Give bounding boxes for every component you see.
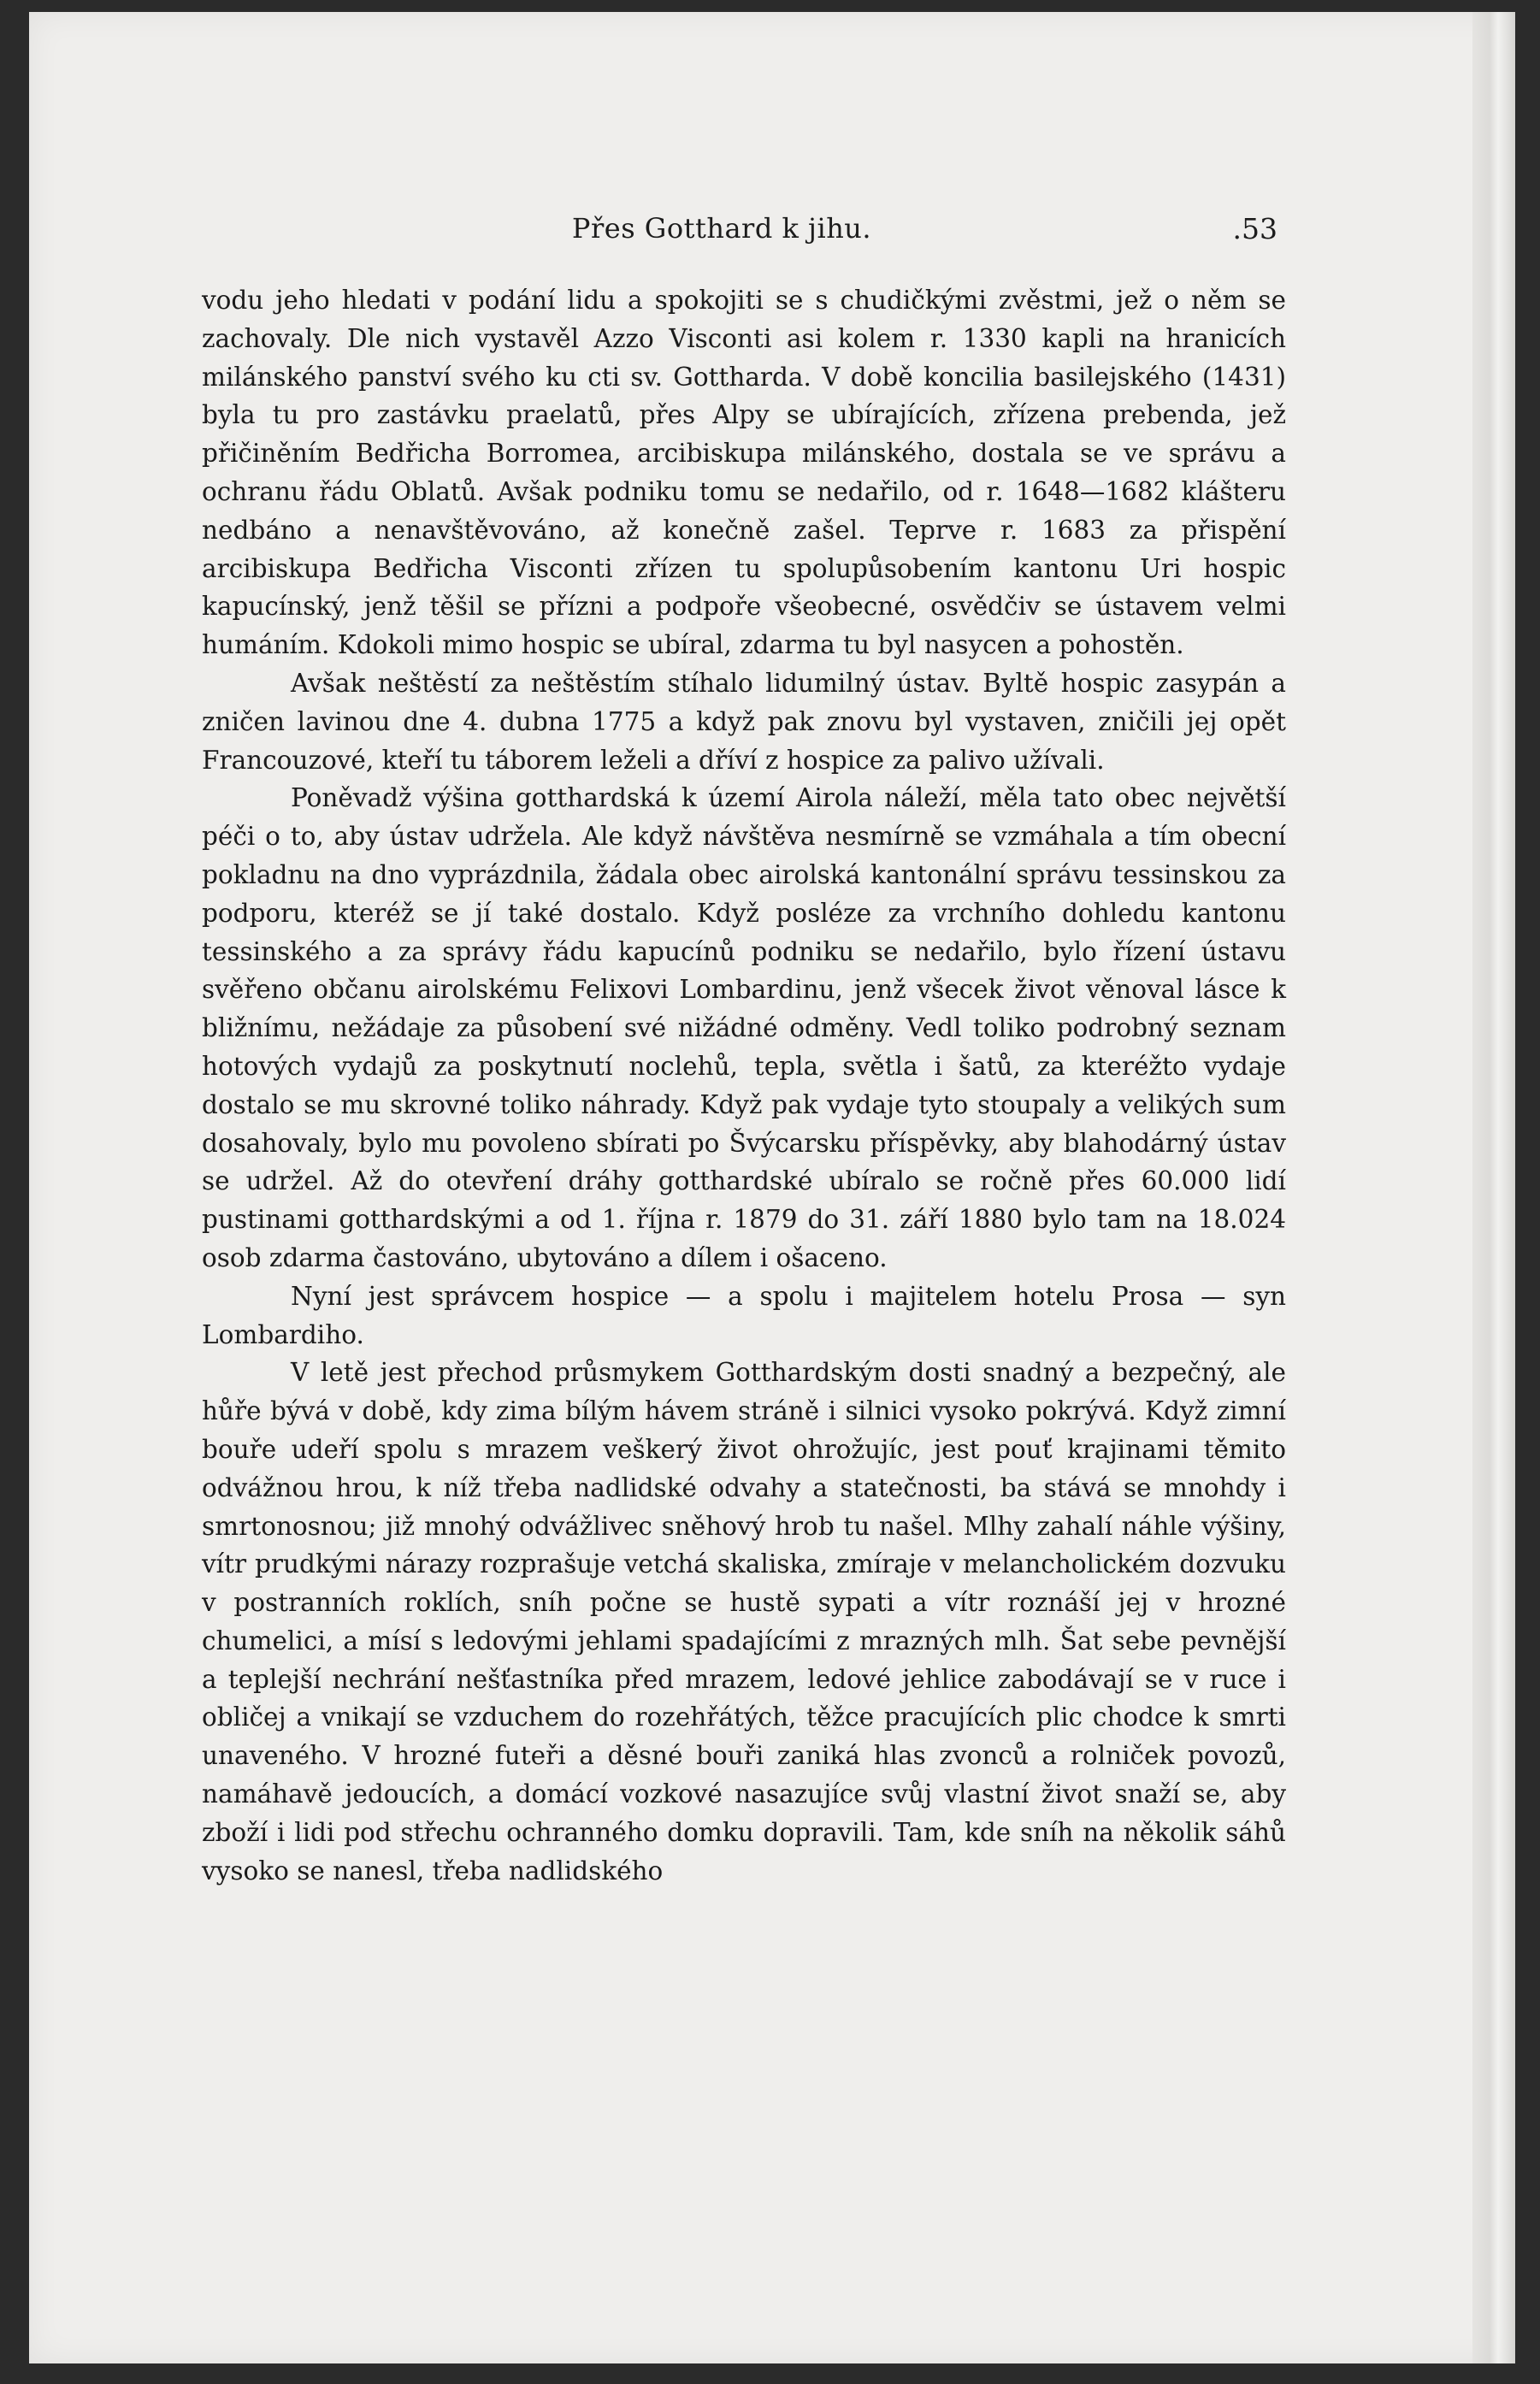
page-edge-shadow xyxy=(1472,12,1515,2363)
book-page xyxy=(29,12,1515,2363)
paragraph-2: Avšak neštěstí za neštěstím stíhalo lidumilný ústav. Byltě hospic zasypán a zničen lavinou dne 4. dubna 1775 a když pak znovu byl vystaven, zničili jej opět Francouzové, kteří tu táborem leželi a dříví z hospice za palivo užívali. xyxy=(202,668,1286,775)
paragraph-4: Nyní jest správcem hospice — a spolu i majitelem hotelu Prosa — syn Lombardiho. xyxy=(202,1281,1286,1349)
paragraph-3: Poněvadž výšina gotthardská k území Airola náleží, měla tato obec největší péči o to, aby ústav udržela. Ale když návštěva nesmírně se vzmáhala a tím obecní pokladnu na dno vyprázdnila, žádala obec airolská kantonální správu tessinskou za podporu, kteréž se jí také dostalo. Když posléze za vrchního dohledu kantonu tessinského a za správy řádu kapucínů podniku se nedařilo, bylo řízení ústavu svěřeno občanu airolskému Felixovi Lombardinu, jenž všecek život věnoval lásce k bližnímu, nežádaje za působení své nižádné odměny. Vedl toliko podrobný seznam hotových vydajů za poskytnutí noclehů, tepla, světla i šatů, za kteréžto vydaje dostalo se mu skrovné toliko náhrady. Když pak vydaje tyto stoupaly a velikých sum dosahovaly, bylo mu povoleno sbírati po Švýcarsku příspěvky, aby blahodárný ústav se udržel. Až do otevření dráhy gotthardské ubíralo se ročně přes 60.000 lidí pustinami gotthardskými a od 1. října r. 1879 do 31. září 1880 bylo tam na 18.024 osob zdarma častováno, ubytováno a dílem i ošaceno. xyxy=(202,783,1286,1272)
running-title: Přes Gotthard k jihu. xyxy=(571,212,872,245)
paragraph-5: V letě jest přechod průsmykem Gotthardským dosti snadný a bezpečný, ale hůře bývá v době, kdy zima bílým hávem stráně i silnici vysoko pokrývá. Když zimní bouře udeří spolu s mrazem veškerý život ohrožujíc, jest pouť krajinami těmito odvážnou hrou, k níž třeba nadlidské odvahy a statečnosti, ba stává se mnohdy i smrtonosnou; již mnohý odvážlivec sněhový hrob tu našel. Mlhy zahalí náhle výšiny, vítr prudkými nárazy rozprašuje vetchá skaliska, zmíraje v melancholickém dozvuku v postranních roklích, sníh počne se hustě sypati a vítr roznáší jej v hrozné chumelici, a mísí s ledovými jehlami spadajícími z mrazných mlh. Šat sebe pevnější a teplejší nechrání nešťastníka před mrazem, ledové jehlice zabodávají se v ruce i obličej a vnikají se vzduchem do rozehřátých, těžce pracujících plic chodce k smrti unaveného. V hrozné futeři a děsné bouři zaniká hlas zvonců a rolniček povozů, namáhavě jedoucích, a domácí vozkové nasazujíce svůj vlastní život snaží se, aby zboží i lidi pod střechu ochranného domku dopravili. Tam, kde sníh na několik sáhů vysoko se nanesl, třeba nadlidského xyxy=(202,1358,1286,1885)
paragraph-1: vodu jeho hledati v podání lidu a spokojiti se s chudičkými zvěstmi, jež o něm se zachovaly. Dle nich vystavěl Azzo Visconti asi kolem r. 1330 kapli na hranicích milánského panství svého ku cti sv. Gotthardа. V době koncilia basilejského (1431) byla tu pro zastávku praelatů, přes Alpy se ubírajících, zřízena prebenda, jež přičiněním Bedřicha Borromea, arcibiskupa milánského, dostala se ve správu a ochranu řádu Oblatů. Avšak podniku tomu se nedařilo, od r. 1648—1682 klášteru nedbáno a nenavštěvováno, až konečně zašel. Teprve r. 1683 za přispění arcibiskupa Bedřicha Visconti zřízen tu spolupůsobením kantonu Uri hospic kapucínský, jenž těšil se přízni a podpoře všeobecné, osvědčiv se ústavem velmi humáním. Kdokoli mimo hospic se ubíral, zdarma tu byl nasycen a pohostěn. xyxy=(202,286,1286,660)
body-text xyxy=(202,281,1286,1890)
page-header xyxy=(166,212,1277,246)
page-number: .53 xyxy=(1232,212,1277,245)
